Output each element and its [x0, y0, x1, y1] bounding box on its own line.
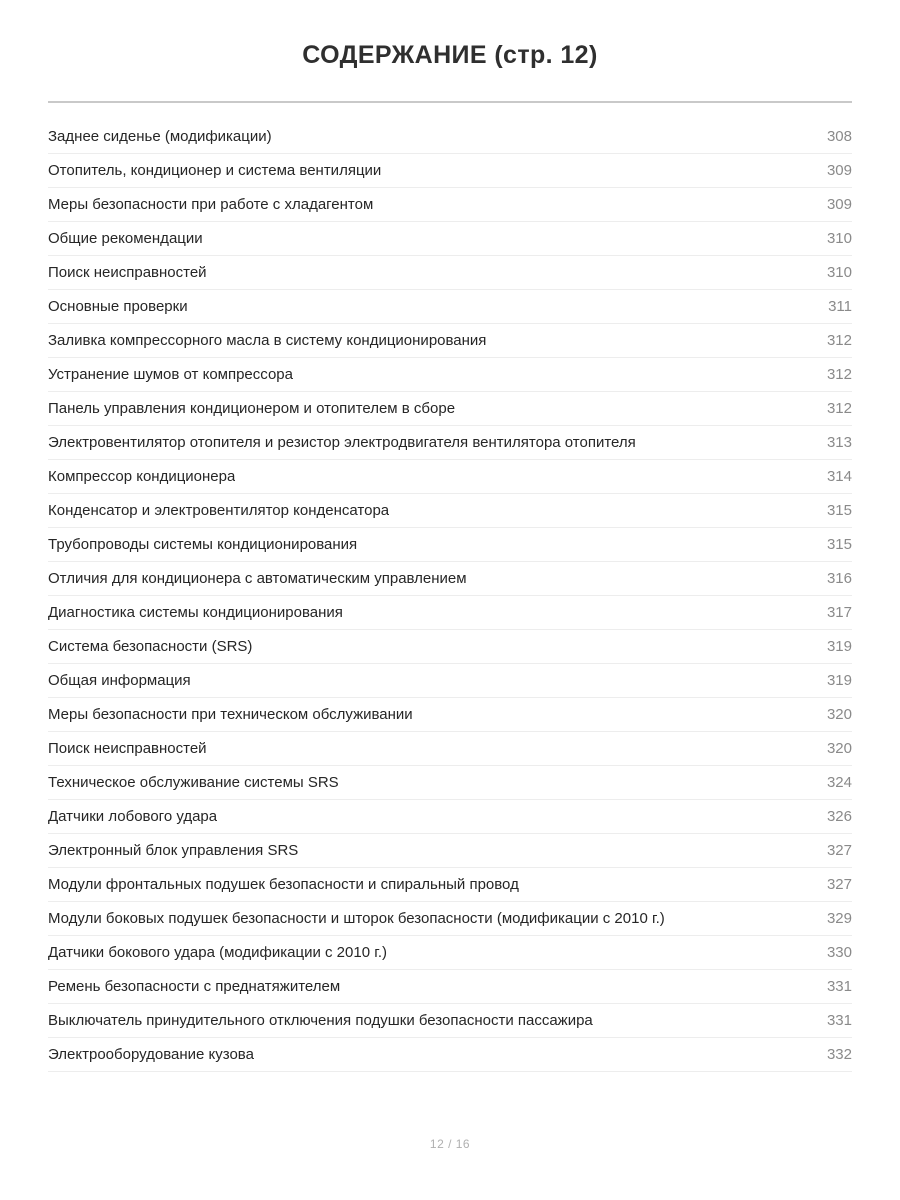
toc-entry-page-number: 331 — [826, 1012, 852, 1029]
toc-entry-title: Общие рекомендации — [48, 230, 203, 247]
toc-entry[interactable] — [48, 766, 852, 800]
title-divider — [48, 101, 852, 103]
toc-entry-page-number: 310 — [826, 264, 852, 281]
toc-entry-page-number: 320 — [826, 740, 852, 757]
toc-entry-page-number: 327 — [826, 842, 852, 859]
toc-entry[interactable] — [48, 188, 852, 222]
toc-entry[interactable] — [48, 154, 852, 188]
toc-entry[interactable] — [48, 392, 852, 426]
toc-entry-page-number: 320 — [826, 706, 852, 723]
toc-entry[interactable] — [48, 1004, 852, 1038]
toc-entry[interactable] — [48, 290, 852, 324]
toc-entry-page-number: 309 — [826, 196, 852, 213]
toc-entry-page-number: 312 — [826, 366, 852, 383]
toc-entry-title: Датчики бокового удара (модификации с 2010 г.) — [48, 944, 388, 961]
toc-entry[interactable] — [48, 256, 852, 290]
toc-entry[interactable] — [48, 596, 852, 630]
toc-entry-title: Выключатель принудительного отключения подушки безопасности пассажира — [48, 1012, 593, 1029]
toc-entry[interactable] — [48, 800, 852, 834]
toc-entry-page-number: 315 — [826, 502, 852, 519]
toc-entry-page-number: 319 — [826, 672, 852, 689]
toc-entry[interactable] — [48, 970, 852, 1004]
toc-entry-page-number: 313 — [826, 434, 852, 451]
toc-entry-title: Поиск неисправностей — [48, 264, 207, 281]
toc-entry[interactable] — [48, 834, 852, 868]
toc-entry-title: Электронный блок управления SRS — [48, 842, 299, 859]
toc-entry-page-number: 317 — [826, 604, 852, 621]
toc-entry-page-number: 308 — [826, 128, 852, 145]
toc-entry-page-number: 331 — [826, 978, 852, 995]
toc-entry-title: Модули фронтальных подушек безопасности и спиральный провод — [48, 876, 519, 893]
toc-entry[interactable] — [48, 732, 852, 766]
toc-entry-title: Основные проверки — [48, 298, 188, 315]
toc-entry-page-number: 309 — [826, 162, 852, 179]
toc-entry-title: Поиск неисправностей — [48, 740, 207, 757]
toc-entry[interactable] — [48, 426, 852, 460]
toc-entry[interactable] — [48, 664, 852, 698]
toc-entry-page-number: 319 — [826, 638, 852, 655]
toc-entry-title: Устранение шумов от компрессора — [48, 366, 293, 383]
toc-entry-title: Компрессор кондиционера — [48, 468, 236, 485]
toc-entry-title: Электрооборудование кузова — [48, 1046, 254, 1063]
toc-entry[interactable] — [48, 324, 852, 358]
toc-entry-page-number: 326 — [826, 808, 852, 825]
toc-entry[interactable] — [48, 120, 852, 154]
toc-entry-page-number: 327 — [826, 876, 852, 893]
toc-entry-title: Меры безопасности при работе с хладагентом — [48, 196, 374, 213]
toc-entry-page-number: 314 — [826, 468, 852, 485]
toc-entry-page-number: 311 — [828, 298, 852, 315]
toc-entry[interactable] — [48, 1038, 852, 1072]
toc-entry-title: Трубопроводы системы кондиционирования — [48, 536, 358, 553]
toc-entry-title: Общая информация — [48, 672, 191, 689]
toc-entry-page-number: 329 — [826, 910, 852, 927]
toc-entry-page-number: 332 — [826, 1046, 852, 1063]
toc-entry-page-number: 310 — [826, 230, 852, 247]
toc-entry-title: Панель управления кондиционером и отопителем в сборе — [48, 400, 456, 417]
toc-entry[interactable] — [48, 902, 852, 936]
toc-entry-page-number: 315 — [826, 536, 852, 553]
toc-entry-page-number: 312 — [826, 400, 852, 417]
toc-entry-title: Заливка компрессорного масла в систему кондиционирования — [48, 332, 487, 349]
toc-entry-page-number: 316 — [826, 570, 852, 587]
toc-entry-title: Отличия для кондиционера с автоматическим управлением — [48, 570, 467, 587]
toc-entry-title: Электровентилятор отопителя и резистор электродвигателя вентилятора отопителя — [48, 434, 636, 451]
toc-entry-title: Датчики лобового удара — [48, 808, 218, 825]
page-title: СОДЕРЖАНИЕ (стр. 12) — [302, 41, 598, 69]
toc-entry-title: Конденсатор и электровентилятор конденсатора — [48, 502, 390, 519]
toc-entry-page-number: 312 — [826, 332, 852, 349]
page-footer: 12 / 16 — [429, 1137, 471, 1151]
table-of-contents — [48, 120, 852, 1072]
toc-entry-page-number: 330 — [826, 944, 852, 961]
toc-entry-title: Отопитель, кондиционер и система вентиляции — [48, 162, 382, 179]
toc-entry[interactable] — [48, 868, 852, 902]
toc-entry[interactable] — [48, 222, 852, 256]
toc-entry-title: Меры безопасности при техническом обслуживании — [48, 706, 413, 723]
toc-entry-title: Заднее сиденье (модификации) — [48, 128, 272, 145]
toc-entry-title: Техническое обслуживание системы SRS — [48, 774, 339, 791]
toc-entry[interactable] — [48, 460, 852, 494]
toc-entry-title: Модули боковых подушек безопасности и шторок безопасности (модификации с 2010 г.) — [48, 910, 665, 927]
toc-entry-title: Диагностика системы кондиционирования — [48, 604, 343, 621]
toc-entry-title: Система безопасности (SRS) — [48, 638, 253, 655]
toc-entry[interactable] — [48, 494, 852, 528]
toc-entry[interactable] — [48, 562, 852, 596]
toc-entry[interactable] — [48, 630, 852, 664]
toc-entry-title: Ремень безопасности с преднатяжителем — [48, 978, 341, 995]
toc-entry-page-number: 324 — [826, 774, 852, 791]
toc-entry[interactable] — [48, 936, 852, 970]
toc-entry[interactable] — [48, 698, 852, 732]
toc-entry[interactable] — [48, 528, 852, 562]
toc-entry[interactable] — [48, 358, 852, 392]
